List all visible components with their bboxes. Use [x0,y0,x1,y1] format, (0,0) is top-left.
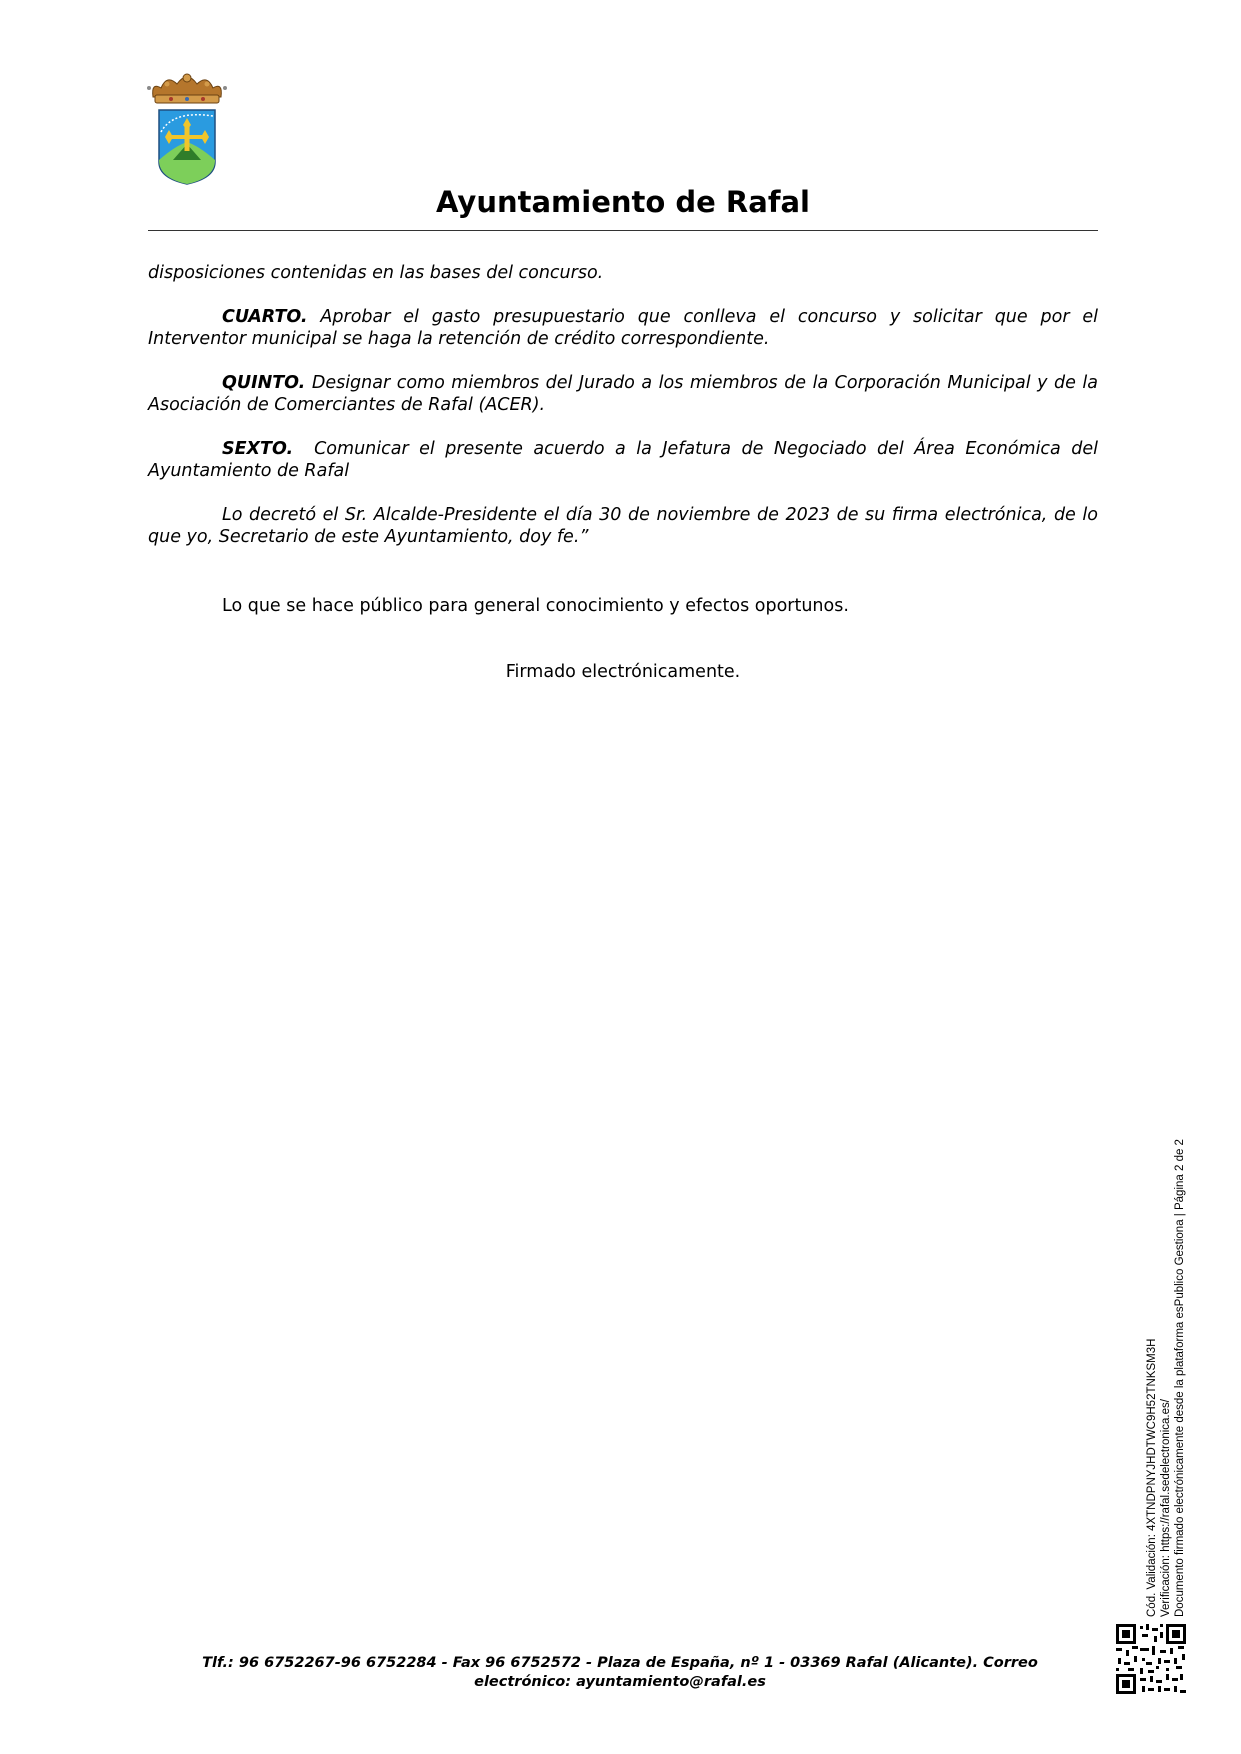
paragraph-cuarto [148,306,1098,351]
paragraph-text: Comunicar el presente acuerdo a la Jefatura de Negociado del Área Económica del Ayuntamiento de Rafal [148,438,1104,481]
footer-contact [180,1654,1060,1692]
shield-icon [159,110,215,184]
qr-code-icon [1116,1624,1186,1694]
crown-icon [147,74,227,103]
paragraph-text: Designar como miembros del Jurado a los miembros de la Corporación Municipal y de la Asociación de Comerciantes de Rafal (ACER). [148,372,1098,415]
decree-body [148,262,1104,549]
paragraph-sexto [148,438,1104,483]
paragraph-label: SEXTO. [222,438,294,459]
signature-note: Firmado electrónicamente. [505,662,741,682]
validation-code: Cód. Validación: 4XTNDPNYJHDTWC9H52TNKSM3H [1146,1338,1158,1617]
verification-url: Verificación: https://rafal.sedelectronica.es/ [1160,1399,1172,1617]
paragraph-label: CUARTO. [222,306,308,327]
platform-note: Documento firmado electrónicamente desde la plataforma esPublico Gestiona | Página 2 de 2 [1174,1139,1186,1617]
footer-line: Tlf.: 96 6752267-96 6752284 - Fax 96 6752572 - Plaza de España, nº 1 - 03369 Rafal (Alicante). Correo [202,1655,1038,1671]
paragraph-text: Aprobar el gasto presupuestario que conlleva el concurso y solicitar que por el Interventor municipal se haga la retención de crédito correspondiente. [148,306,1098,349]
verification-sidebar [1145,1095,1193,1617]
paragraph-decree-attestation: Lo decretó el Sr. Alcalde-Presidente el día 30 de noviembre de 2023 de su firma electrónica, de lo que yo, Secretario de este Ayuntamiento, doy fe.” [148,504,1098,547]
header-divider [148,230,1098,231]
paragraph-quinto [148,372,1098,417]
page-title: Ayuntamiento de Rafal [436,185,810,219]
footer-line: electrónico: ayuntamiento@rafal.es [474,1674,766,1690]
paragraph-continuation: disposiciones contenidas en las bases del concurso. [148,263,604,283]
coat-of-arms-icon [147,70,227,188]
paragraph-label: QUINTO. [222,372,306,393]
closing-statement: Lo que se hace público para general conocimiento y efectos oportunos. [222,596,849,616]
